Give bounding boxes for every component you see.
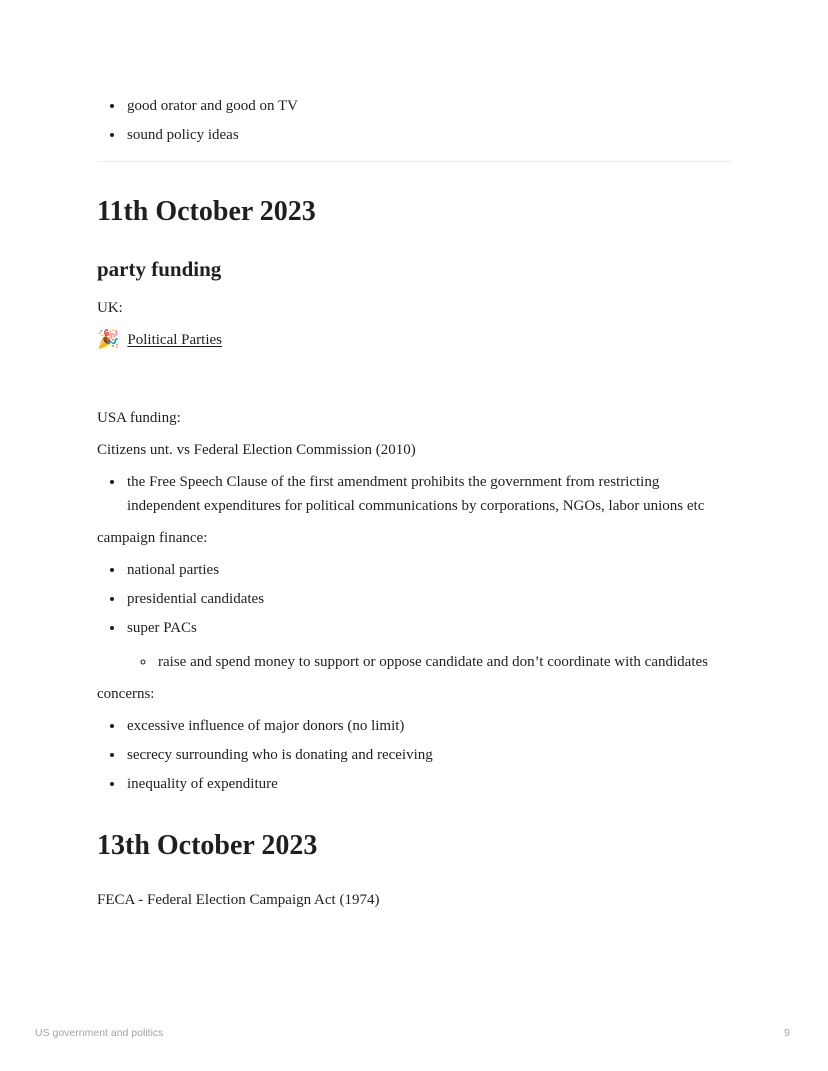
super-pacs-sub-list (127, 650, 731, 674)
list-item: • the Free Speech Clause of the first amendment prohibits the government from restricting independent expenditures for political communications by corporations, NGOs, labor unions etc (125, 470, 731, 518)
page-footer (35, 1027, 790, 1039)
political-parties-page-link-row (97, 328, 731, 352)
intro-bullet-list (97, 94, 731, 147)
footer-document-title: US government and politics (35, 1027, 164, 1039)
concerns-bullet-list (97, 714, 731, 796)
list-item (125, 616, 731, 674)
campaign-finance-bullet-list (97, 558, 731, 674)
usa-funding-label: USA funding: (97, 410, 181, 426)
heading-party-funding: party funding (97, 257, 222, 281)
party-popper-icon: 🎉 (97, 329, 120, 350)
list-item: • secrecy surrounding who is donating and receiving (125, 743, 731, 767)
heading-13th-october: 13th October 2023 (97, 830, 318, 861)
campaign-finance-label: campaign finance: (97, 530, 208, 546)
citizens-case-bullet-list (97, 470, 731, 518)
list-item: • good orator and good on TV (125, 94, 731, 118)
blank-line (97, 360, 731, 398)
list-item: • presidential candidates (125, 587, 731, 611)
list-item-label: super PACs (127, 620, 197, 636)
section-divider (97, 161, 731, 162)
list-item: • sound policy ideas (125, 123, 731, 147)
heading-11th-october: 11th October 2023 (97, 196, 316, 227)
citizens-case-line: Citizens unt. vs Federal Election Commission (2010) (97, 442, 416, 458)
feca-line: FECA - Federal Election Campaign Act (1974) (97, 892, 380, 908)
uk-label: UK: (97, 300, 123, 316)
political-parties-link[interactable]: Political Parties (127, 332, 222, 348)
footer-page-number: 9 (784, 1027, 790, 1039)
list-item: • excessive influence of major donors (no limit) (125, 714, 731, 738)
list-item: ◦ raise and spend money to support or oppose candidate and don’t coordinate with candidates (156, 650, 731, 674)
list-item: • inequality of expenditure (125, 772, 731, 796)
concerns-label: concerns: (97, 686, 155, 702)
list-item: • national parties (125, 558, 731, 582)
